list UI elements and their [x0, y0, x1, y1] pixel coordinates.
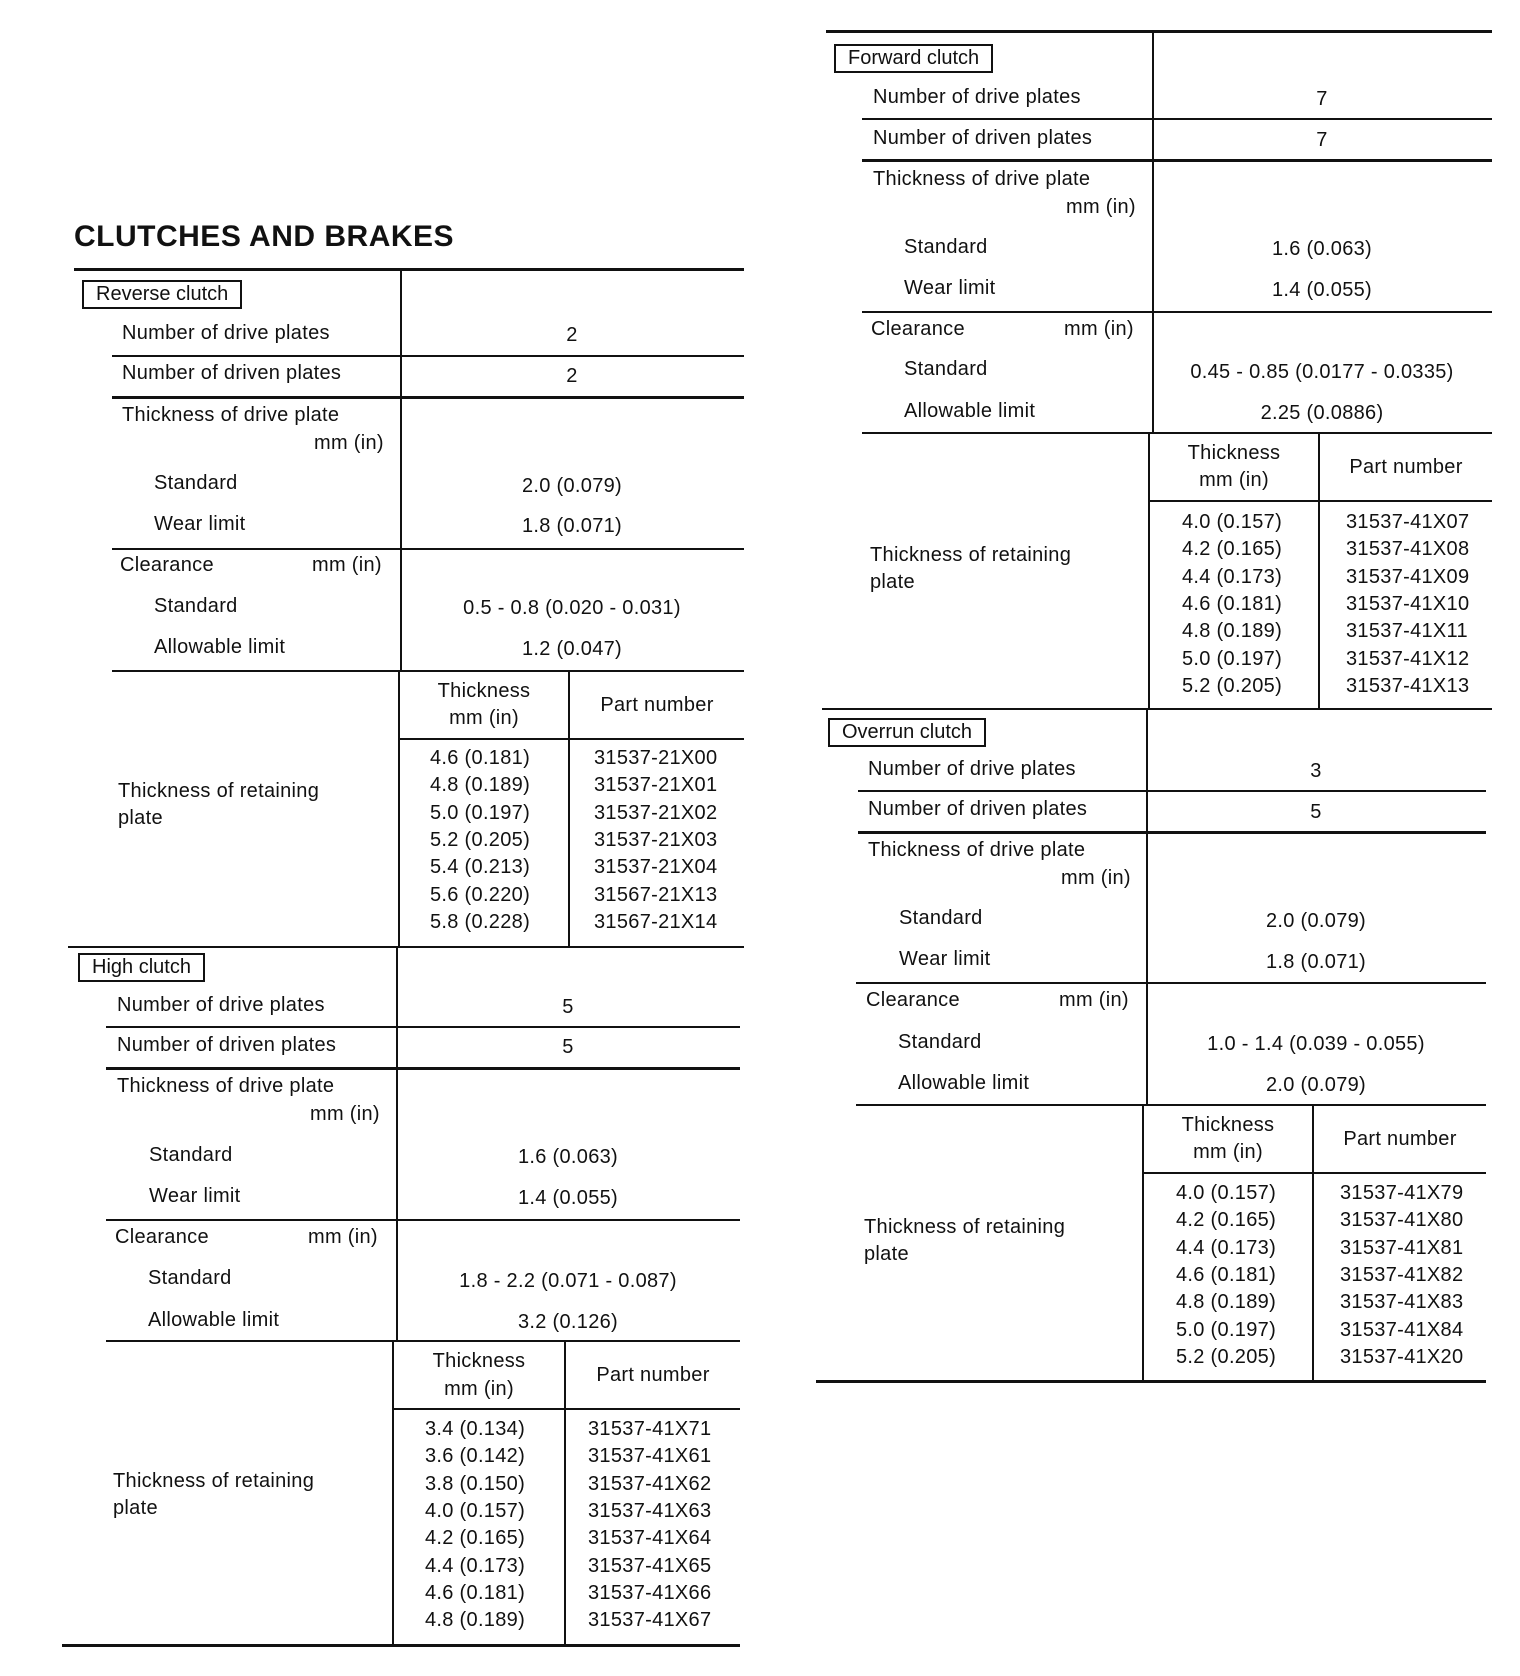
label-allowable: Allowable limit [154, 636, 286, 658]
retaining-thickness: 5.8 (0.228) [430, 910, 531, 933]
section-name: High clutch [78, 953, 205, 982]
retaining-thickness: 4.6 (0.181) [430, 747, 531, 769]
value-drive-plates: 2 [566, 324, 578, 346]
col-part-number: Part number [596, 1364, 710, 1386]
label-unit: mm (in) [312, 554, 382, 576]
retaining-part-number: 31537-41X66 [588, 1581, 712, 1604]
retaining-thickness: 4.2 (0.165) [1176, 1209, 1277, 1232]
col-part-number: Part number [1349, 456, 1463, 478]
label-clearance: Clearance [120, 554, 214, 576]
label-retaining: Thickness of retaining [864, 1216, 1066, 1238]
col-part-number: Part number [1343, 1128, 1457, 1150]
value-drive-plates: 5 [562, 996, 574, 1018]
retaining-thickness: 4.0 (0.157) [1176, 1182, 1277, 1204]
label-retaining: Thickness of retaining [113, 1470, 315, 1492]
label-retaining: plate [864, 1243, 909, 1265]
retaining-thickness: 5.2 (0.205) [1176, 1345, 1277, 1368]
label-standard: Standard [154, 595, 238, 617]
label-driven-plates: Number of driven plates [117, 1034, 337, 1056]
retaining-thickness: 4.8 (0.189) [1176, 1291, 1277, 1314]
retaining-part-number: 31567-21X14 [594, 910, 718, 933]
retaining-thickness: 5.6 (0.220) [430, 883, 531, 906]
retaining-part-number: 31537-41X20 [1340, 1345, 1464, 1368]
value-driven-plates: 2 [566, 365, 578, 387]
value-plate-standard: 1.6 (0.063) [1271, 238, 1373, 260]
retaining-thickness: 4.4 (0.173) [425, 1554, 526, 1577]
label-standard: Standard [904, 236, 988, 258]
retaining-part-number: 31537-21X00 [594, 747, 718, 769]
label-driven-plates: Number of driven plates [122, 362, 342, 384]
value-plate-standard: 2.0 (0.079) [1265, 910, 1367, 932]
label-thickness-drive: Thickness of drive plate [868, 839, 1086, 861]
retaining-thickness: 4.8 (0.189) [430, 774, 531, 797]
label-drive-plates: Number of drive plates [117, 994, 325, 1016]
retaining-part-number: 31537-41X12 [1346, 647, 1470, 670]
retaining-part-number: 31537-41X80 [1340, 1209, 1464, 1232]
label-drive-plates: Number of drive plates [122, 322, 330, 344]
label-unit: mm (in) [1061, 867, 1131, 889]
col-thickness-unit: mm (in) [1193, 1141, 1263, 1163]
retaining-thickness: 4.6 (0.181) [1182, 592, 1283, 615]
col-thickness: Thickness [437, 680, 531, 702]
label-thickness-drive: Thickness of drive plate [122, 404, 340, 426]
retaining-thickness: 5.2 (0.205) [1182, 674, 1283, 697]
label-standard: Standard [148, 1267, 232, 1289]
retaining-part-number: 31537-41X13 [1346, 674, 1470, 697]
value-clear-standard: 0.5 - 0.8 (0.020 - 0.031) [463, 597, 681, 619]
retaining-part-number: 31537-41X10 [1346, 592, 1470, 615]
label-wear-limit: Wear limit [154, 513, 246, 535]
retaining-thickness: 4.0 (0.157) [425, 1499, 526, 1522]
value-plate-standard: 1.6 (0.063) [517, 1146, 619, 1168]
col-part-number: Part number [600, 694, 714, 716]
retaining-thickness: 4.4 (0.173) [1182, 565, 1283, 588]
label-standard: Standard [154, 472, 238, 494]
retaining-part-number: 31537-41X79 [1340, 1182, 1464, 1204]
page-title: CLUTCHES AND BRAKES [74, 220, 455, 253]
label-allowable: Allowable limit [904, 400, 1036, 422]
label-clearance: Clearance [871, 318, 965, 340]
label-wear-limit: Wear limit [904, 277, 996, 299]
label-wear-limit: Wear limit [149, 1185, 241, 1207]
value-clear-allowable: 3.2 (0.126) [517, 1311, 619, 1333]
label-wear-limit: Wear limit [899, 948, 991, 970]
value-plate-wear: 1.8 (0.071) [521, 515, 623, 537]
label-drive-plates: Number of drive plates [873, 86, 1081, 108]
value-driven-plates: 7 [1316, 129, 1328, 151]
retaining-thickness: 3.4 (0.134) [425, 1418, 526, 1440]
label-retaining: Thickness of retaining [870, 544, 1072, 566]
label-retaining: plate [118, 807, 163, 829]
value-clear-standard: 1.0 - 1.4 (0.039 - 0.055) [1207, 1033, 1425, 1055]
label-unit: mm (in) [1064, 318, 1134, 340]
retaining-part-number: 31537-41X08 [1346, 538, 1470, 561]
label-standard: Standard [149, 1144, 233, 1166]
label-standard: Standard [904, 358, 988, 380]
label-retaining: plate [113, 1497, 158, 1519]
retaining-part-number: 31537-21X02 [594, 801, 718, 824]
value-plate-wear: 1.8 (0.071) [1265, 951, 1367, 973]
retaining-part-number: 31537-41X61 [588, 1445, 712, 1468]
retaining-part-number: 31567-21X13 [594, 883, 718, 906]
section-name: Forward clutch [834, 44, 993, 73]
retaining-thickness: 4.8 (0.189) [1182, 620, 1283, 643]
label-thickness-drive: Thickness of drive plate [873, 168, 1091, 190]
retaining-part-number: 31537-41X63 [588, 1499, 712, 1522]
retaining-part-number: 31537-41X62 [588, 1472, 712, 1495]
label-allowable: Allowable limit [898, 1072, 1030, 1094]
retaining-thickness: 5.4 (0.213) [430, 856, 531, 879]
label-unit: mm (in) [308, 1226, 378, 1248]
label-unit: mm (in) [310, 1103, 380, 1125]
value-plate-standard: 2.0 (0.079) [521, 475, 623, 497]
retaining-part-number: 31537-21X01 [594, 774, 718, 797]
value-clear-allowable: 1.2 (0.047) [521, 638, 623, 660]
retaining-thickness: 3.6 (0.142) [425, 1445, 526, 1468]
section-name: Reverse clutch [82, 280, 242, 309]
retaining-thickness: 4.6 (0.181) [425, 1581, 526, 1604]
retaining-part-number: 31537-41X11 [1346, 620, 1468, 643]
label-retaining: plate [870, 571, 915, 593]
retaining-thickness: 4.0 (0.157) [1182, 511, 1283, 533]
label-driven-plates: Number of driven plates [873, 127, 1093, 149]
retaining-part-number: 31537-41X67 [588, 1609, 712, 1632]
retaining-part-number: 31537-41X07 [1346, 511, 1470, 533]
retaining-thickness: 3.8 (0.150) [425, 1472, 526, 1495]
label-unit: mm (in) [1059, 989, 1129, 1011]
retaining-part-number: 31537-41X65 [588, 1554, 712, 1577]
value-plate-wear: 1.4 (0.055) [517, 1187, 619, 1209]
retaining-thickness: 4.6 (0.181) [1176, 1263, 1277, 1286]
label-unit: mm (in) [314, 432, 384, 454]
value-plate-wear: 1.4 (0.055) [1271, 279, 1373, 301]
section-name: Overrun clutch [828, 718, 986, 747]
retaining-part-number: 31537-41X84 [1340, 1318, 1464, 1341]
retaining-part-number: 31537-41X83 [1340, 1291, 1464, 1314]
label-standard: Standard [898, 1031, 982, 1053]
retaining-thickness: 5.0 (0.197) [1182, 647, 1283, 670]
value-drive-plates: 7 [1316, 88, 1328, 110]
label-retaining: Thickness of retaining [118, 780, 320, 802]
label-allowable: Allowable limit [148, 1309, 280, 1331]
retaining-part-number: 31537-41X64 [588, 1527, 712, 1550]
retaining-thickness: 4.8 (0.189) [425, 1609, 526, 1632]
retaining-thickness: 4.4 (0.173) [1176, 1236, 1277, 1259]
retaining-thickness: 5.0 (0.197) [1176, 1318, 1277, 1341]
retaining-thickness: 4.2 (0.165) [1182, 538, 1283, 561]
value-clear-allowable: 2.25 (0.0886) [1260, 402, 1384, 424]
retaining-part-number: 31537-21X04 [594, 856, 718, 879]
value-clear-standard: 0.45 - 0.85 (0.0177 - 0.0335) [1190, 361, 1454, 383]
value-driven-plates: 5 [1310, 801, 1322, 823]
retaining-part-number: 31537-41X09 [1346, 565, 1470, 588]
label-drive-plates: Number of drive plates [868, 758, 1076, 780]
label-driven-plates: Number of driven plates [868, 798, 1088, 820]
col-thickness-unit: mm (in) [444, 1378, 514, 1400]
label-standard: Standard [899, 907, 983, 929]
retaining-part-number: 31537-41X71 [588, 1418, 712, 1440]
col-thickness-unit: mm (in) [1199, 469, 1269, 491]
col-thickness: Thickness [1187, 442, 1281, 464]
retaining-thickness: 5.2 (0.205) [430, 828, 531, 851]
retaining-part-number: 31537-41X82 [1340, 1263, 1464, 1286]
label-clearance: Clearance [866, 989, 960, 1011]
value-driven-plates: 5 [562, 1036, 574, 1058]
col-thickness-unit: mm (in) [449, 707, 519, 729]
value-drive-plates: 3 [1310, 760, 1322, 782]
col-thickness: Thickness [432, 1350, 526, 1372]
retaining-part-number: 31537-41X81 [1340, 1236, 1464, 1259]
label-unit: mm (in) [1066, 196, 1136, 218]
retaining-part-number: 31537-21X03 [594, 828, 718, 851]
label-clearance: Clearance [115, 1226, 209, 1248]
label-thickness-drive: Thickness of drive plate [117, 1075, 335, 1097]
retaining-thickness: 5.0 (0.197) [430, 801, 531, 824]
value-clear-standard: 1.8 - 2.2 (0.071 - 0.087) [459, 1270, 677, 1292]
retaining-thickness: 4.2 (0.165) [425, 1527, 526, 1550]
value-clear-allowable: 2.0 (0.079) [1265, 1074, 1367, 1096]
col-thickness: Thickness [1181, 1114, 1275, 1136]
